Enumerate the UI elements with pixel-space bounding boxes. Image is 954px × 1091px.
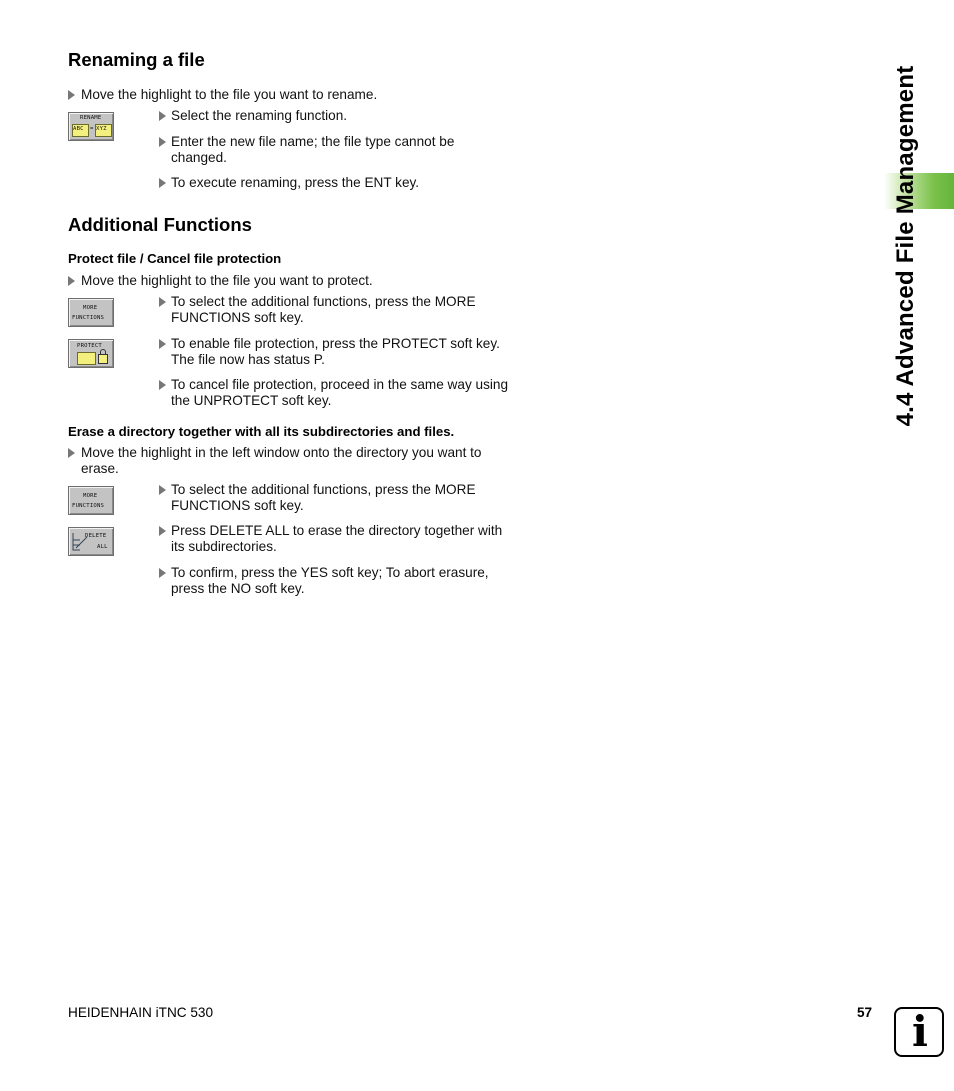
info-glyph: i	[912, 1007, 928, 1056]
bullet-arrow-icon	[159, 380, 166, 390]
bullet-arrow-icon	[159, 526, 166, 536]
bullet-arrow-icon	[159, 339, 166, 349]
more-functions-softkey[interactable]: MORE FUNCTIONS	[68, 486, 114, 515]
step-press-delete-all: Press DELETE ALL to erase the directory together with its subdirectories.	[159, 523, 511, 555]
section-heading-renaming: Renaming a file	[68, 49, 205, 70]
bullet-arrow-icon	[68, 448, 75, 458]
section-heading-additional: Additional Functions	[68, 214, 252, 235]
bullet-arrow-icon	[68, 276, 75, 286]
bullet-arrow-icon	[159, 111, 166, 121]
bullet-arrow-icon	[159, 568, 166, 578]
delete-all-softkey[interactable]: DELETE ALL	[68, 527, 114, 556]
step-move-highlight-rename: Move the highlight to the file you want to rename.	[68, 87, 508, 103]
info-icon	[894, 1007, 944, 1057]
bullet-arrow-icon	[159, 485, 166, 495]
folder-icon	[77, 352, 96, 365]
step-select-additional-functions: To select the additional functions, press the MORE FUNCTIONS soft key.	[159, 294, 511, 326]
rename-softkey[interactable]: RENAME ABC = XYZ	[68, 112, 114, 141]
padlock-shackle-icon	[100, 349, 106, 355]
step-move-highlight-directory: Move the highlight in the left window onto the directory you want to erase.	[68, 445, 508, 477]
step-confirm-or-abort: To confirm, press the YES soft key; To abort erasure, press the NO soft key.	[159, 565, 511, 597]
subheading-protect: Protect file / Cancel file protection	[68, 251, 282, 266]
step-select-additional-functions-erase: To select the additional functions, press the MORE FUNCTIONS soft key.	[159, 482, 511, 514]
step-execute-renaming: To execute renaming, press the ENT key.	[159, 175, 511, 191]
bullet-arrow-icon	[159, 178, 166, 188]
bullet-arrow-icon	[159, 137, 166, 147]
more-functions-softkey[interactable]: MORE FUNCTIONS	[68, 298, 114, 327]
step-move-highlight-protect: Move the highlight to the file you want to protect.	[68, 273, 508, 289]
step-enable-protection: To enable file protection, press the PROTECT soft key. The file now has status P.	[159, 336, 511, 368]
subheading-erase-directory: Erase a directory together with all its subdirectories and files.	[68, 424, 455, 439]
step-enter-new-name: Enter the new file name; the file type cannot be changed.	[159, 134, 511, 166]
padlock-icon	[98, 354, 108, 364]
step-select-renaming: Select the renaming function.	[159, 108, 511, 124]
step-cancel-protection: To cancel file protection, proceed in the same way using the UNPROTECT soft key.	[159, 377, 511, 409]
protect-softkey[interactable]: PROTECT	[68, 339, 114, 368]
page-number: 57	[857, 1005, 873, 1020]
bullet-arrow-icon	[68, 90, 75, 100]
bullet-arrow-icon	[159, 297, 166, 307]
chapter-tab-title: 4.4 Advanced File Management	[892, 65, 919, 427]
footer-product-name: HEIDENHAIN iTNC 530	[68, 1005, 214, 1020]
